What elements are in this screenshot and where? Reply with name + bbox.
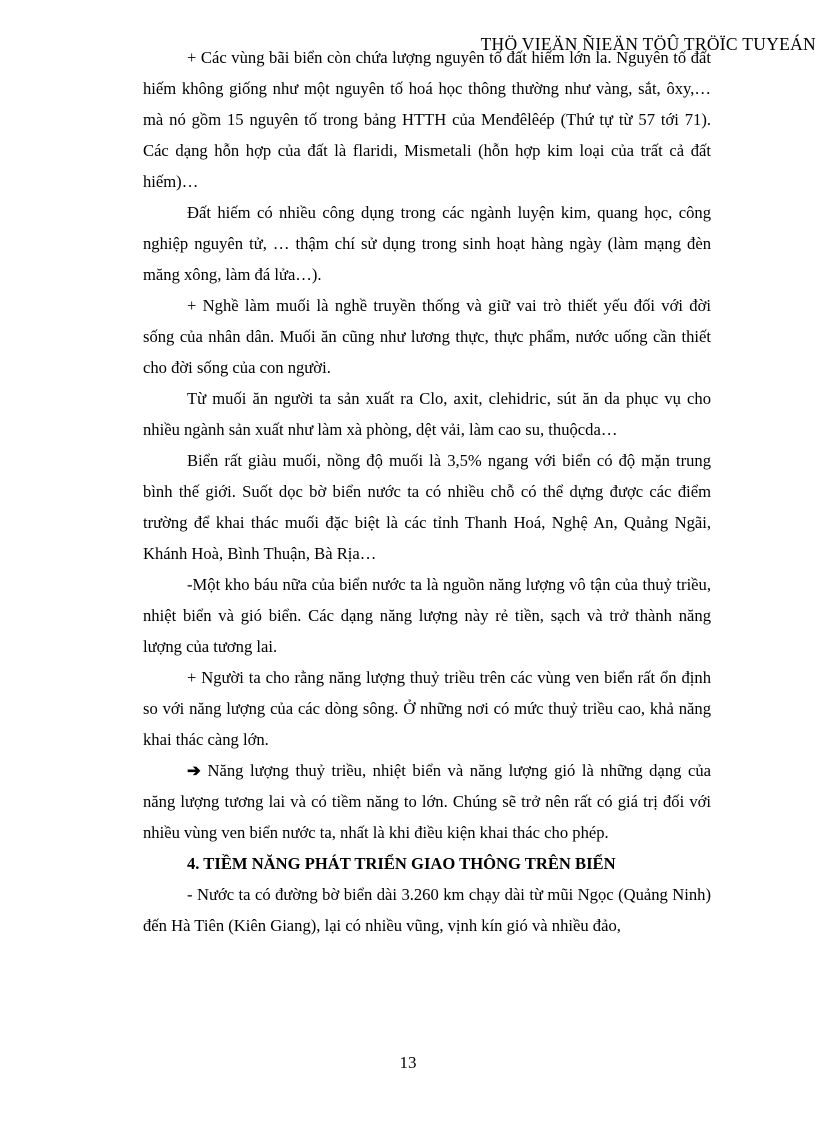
paragraph-sea-salt: Biển rất giàu muối, nồng độ muối là 3,5% ngang với biển có độ mặn trung bình thế giới. Suốt dọc bờ biển nước ta có nhiều chỗ có thể dựng được các điểm trường để khai thác muối đặc biệt là các tỉnh Thanh Hoá, Nghệ An, Quảng Ngãi, Khánh Hoà, Bình Thuận, Bà Rịa… [143,451,711,563]
paragraph-energy-source: -Một kho báu nữa của biển nước ta là nguồn năng lượng vô tận của thuỷ triều, nhiệt biển và gió biển. Các dạng năng lượng này rẻ tiền, sạch và trở thành năng lượng của tương lai. [143,575,711,656]
paragraph-rare-earth-uses: Đất hiếm có nhiều công dụng trong các ngành luyện kim, quang học, công nghiệp nguyên tử, … thậm chí sử dụng trong sinh hoạt hàng ngày (làm mạng đèn măng xông, làm đá lửa…). [143,203,711,284]
running-header: THÖ VIEÄN ÑIEÄN TÖÛ TRÖÏC TUYEÁN [480,34,816,54]
conclusion-text: Năng lượng thuỷ triều, nhiệt biển và năng lượng gió là những dạng của năng lượng tương lai và có tiềm năng to lớn. Chúng sẽ trở nên rất có giá trị đối với nhiều vùng ven biển nước ta, nhất là khi điều kiện khai thác cho phép. [143,761,711,842]
paragraph-coastline: - Nước ta có đường bờ biển dài 3.260 km chạy dài từ mũi Ngọc (Quảng Ninh) đến Hà Tiên (Kiên Giang), lại có nhiều vũng, vịnh kín gió và nhiều đảo, [143,885,711,935]
paragraph-conclusion [143,755,711,848]
page-number: 13 [399,1053,417,1072]
section-heading: 4. TIỀM NĂNG PHÁT TRIỂN GIAO THÔNG TRÊN BIỂN [187,854,616,873]
paragraph-salt-making: + Nghề làm muối là nghề truyền thống và giữ vai trò thiết yếu đối với đời sống của nhân dân. Muối ăn cũng như lương thực, thực phẩm, nước uống cần thiết cho đời sống của con người. [143,296,711,377]
paragraph-tidal-energy: + Người ta cho rằng năng lượng thuỷ triều trên các vùng ven biển rất ổn định so với năng lượng của các dòng sông. Ở những nơi có mức thuỷ triều cao, khả năng khai thác càng lớn. [143,668,711,749]
arrow-icon: ➔ [187,761,201,780]
paragraph-salt-products: Từ muối ăn người ta sản xuất ra Clo, axit, clehidric, sút ăn da phục vụ cho nhiều ngành sản xuất như làm xà phòng, dệt vải, làm cao su, thuộcda… [143,389,711,439]
document-body [143,42,711,941]
paragraph-rare-earth: + Các vùng bãi biển còn chứa lượng nguyên tố đất hiếm lớn la. Nguyên tố đất hiếm không giống như một nguyên tố hoá học thông thường như vàng, sắt, ôxy,… mà nó gồm 15 nguyên tố trong bảng HTTH của Menđêlêép (Thứ tự từ 57 tới 71). Các dạng hỗn hợp của đất là flaridi, Mismetali (hỗn hợp kim loại của trất cả đất hiếm)… [143,48,711,191]
